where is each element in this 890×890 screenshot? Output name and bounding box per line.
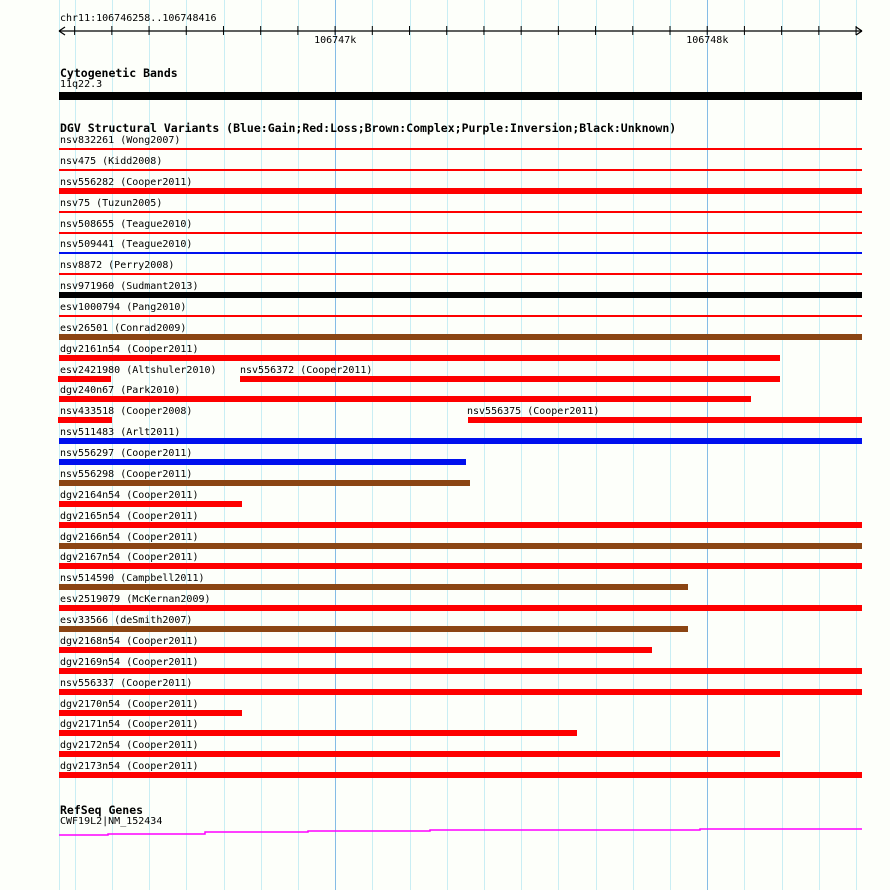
variant-bar[interactable] — [59, 563, 862, 569]
variant-label[interactable]: dgv2170n54 (Cooper2011) — [60, 698, 199, 710]
variant-bar[interactable] — [59, 543, 862, 549]
variant-bar[interactable] — [59, 647, 652, 653]
gridline — [782, 0, 783, 890]
variant-bar[interactable] — [468, 417, 862, 423]
variant-label[interactable]: dgv2164n54 (Cooper2011) — [60, 489, 199, 501]
gridline — [819, 0, 820, 890]
variant-label[interactable]: nsv971960 (Sudmant2013) — [60, 281, 199, 293]
variant-bar[interactable] — [59, 292, 862, 298]
variant-label[interactable]: nsv8872 (Perry2008) — [60, 260, 175, 272]
variant-label[interactable]: dgv2161n54 (Cooper2011) — [60, 343, 199, 355]
variant-bar[interactable] — [59, 273, 862, 275]
axis-tick-label-106748k: 106748k — [686, 35, 729, 46]
section-title-cytogenetic-bands: Cytogenetic Bands — [60, 66, 178, 80]
variant-label[interactable]: esv33566 (deSmith2007) — [60, 615, 193, 626]
variant-bar[interactable] — [59, 169, 862, 171]
variant-bar[interactable] — [59, 730, 577, 736]
variant-bar[interactable] — [59, 459, 466, 465]
variant-label[interactable]: nsv556372 (Cooper2011) — [240, 364, 373, 376]
variant-bar[interactable] — [59, 396, 751, 402]
section-title-dgv-structural-variants: DGV Structural Variants (Blue:Gain;Red:Loss;Brown:Complex;Purple:Inversion;Black:Unknown) — [60, 121, 677, 135]
variant-bar[interactable] — [59, 522, 862, 528]
refseq-gene-label[interactable]: CWF19L2|NM_152434 — [60, 816, 163, 827]
cytoband-bar[interactable] — [59, 92, 862, 100]
variant-bar[interactable] — [58, 376, 111, 382]
variant-label[interactable]: dgv2171n54 (Cooper2011) — [60, 719, 199, 731]
variant-bar[interactable] — [59, 584, 688, 590]
cytoband-label[interactable]: 11q22.3 — [60, 79, 103, 90]
refseq-gene-line[interactable] — [59, 829, 862, 835]
variant-label[interactable]: dgv240n67 (Park2010) — [60, 385, 181, 397]
variant-bar[interactable] — [59, 480, 470, 486]
variant-label[interactable]: esv1000794 (Pang2010) — [60, 302, 187, 313]
variant-bar[interactable] — [59, 710, 242, 716]
region-title: chr11:106746258..106748416 — [60, 13, 217, 24]
variant-label[interactable]: dgv2173n54 (Cooper2011) — [60, 761, 199, 773]
variant-label[interactable]: esv26501 (Conrad2009) — [60, 322, 187, 334]
variant-label[interactable]: nsv556298 (Cooper2011) — [60, 468, 193, 480]
variant-label[interactable]: nsv75 (Tuzun2005) — [60, 197, 163, 209]
variant-bar[interactable] — [59, 626, 688, 632]
axis-tick-label-106747k: 106747k — [314, 35, 357, 46]
variant-bar[interactable] — [59, 772, 862, 778]
variant-bar[interactable] — [58, 417, 112, 423]
variant-bar[interactable] — [59, 252, 862, 254]
variant-label[interactable]: dgv2172n54 (Cooper2011) — [60, 740, 199, 752]
variant-label[interactable]: esv2519079 (McKernan2009) — [60, 594, 211, 606]
variant-bar[interactable] — [59, 211, 862, 213]
variant-label[interactable]: dgv2168n54 (Cooper2011) — [60, 635, 199, 647]
variant-bar[interactable] — [59, 355, 780, 361]
variant-label[interactable]: nsv433518 (Cooper2008) — [60, 406, 193, 418]
variant-label[interactable]: nsv514590 (Campbell2011) — [60, 573, 205, 585]
variant-bar[interactable] — [59, 148, 862, 150]
variant-label[interactable]: nsv556297 (Cooper2011) — [60, 448, 193, 460]
variant-bar[interactable] — [59, 334, 862, 340]
section-title-refseq-genes: RefSeq Genes — [60, 803, 144, 817]
variant-bar[interactable] — [59, 315, 862, 317]
variant-label[interactable]: dgv2165n54 (Cooper2011) — [60, 510, 199, 522]
variant-bar[interactable] — [240, 376, 780, 382]
variant-bar[interactable] — [59, 232, 862, 234]
variant-label[interactable]: dgv2167n54 (Cooper2011) — [60, 552, 199, 564]
variant-label[interactable]: nsv556375 (Cooper2011) — [467, 406, 600, 418]
variant-bar[interactable] — [59, 438, 862, 444]
variant-label[interactable]: nsv832261 (Wong2007) — [60, 135, 181, 146]
gridline — [856, 0, 857, 890]
variant-label[interactable]: dgv2169n54 (Cooper2011) — [60, 656, 199, 668]
variant-label[interactable]: nsv556337 (Cooper2011) — [60, 677, 193, 689]
variant-bar[interactable] — [59, 689, 862, 695]
variant-bar[interactable] — [59, 668, 862, 674]
variant-label[interactable]: nsv511483 (Arlt2011) — [60, 427, 181, 439]
variant-bar[interactable] — [59, 605, 862, 611]
variant-label[interactable]: nsv508655 (Teague2010) — [60, 218, 193, 230]
variant-bar[interactable] — [59, 188, 862, 194]
variant-label[interactable]: nsv509441 (Teague2010) — [60, 239, 193, 251]
variant-bar[interactable] — [59, 501, 242, 507]
variant-bar[interactable] — [59, 751, 780, 757]
variant-label[interactable]: esv2421980 (Altshuler2010) — [60, 364, 217, 376]
variant-label[interactable]: dgv2166n54 (Cooper2011) — [60, 531, 199, 543]
variant-label[interactable]: nsv556282 (Cooper2011) — [60, 176, 193, 188]
variant-label[interactable]: nsv475 (Kidd2008) — [60, 155, 163, 167]
